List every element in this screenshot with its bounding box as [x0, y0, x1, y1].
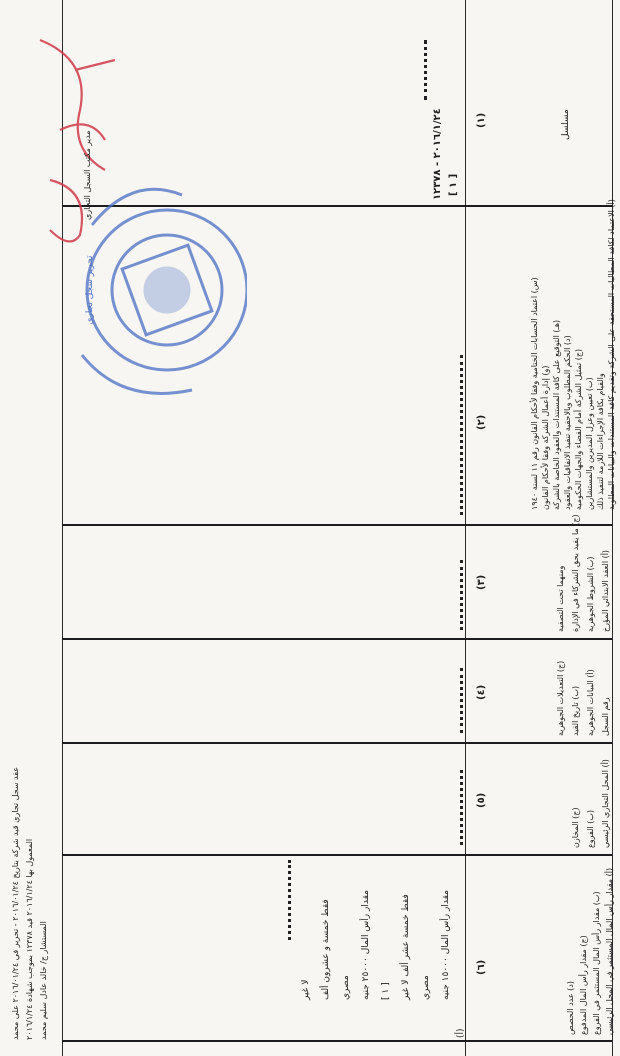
signature-caption: مدير مكتب السجل التجاري — [83, 130, 92, 220]
capital-line-7: مصري — [341, 975, 351, 1000]
col6-line-2: (ب) مقدار رأس المال المستثمر في الفروع — [592, 891, 601, 1035]
footer-line-3: المستشار ج/ خالد عادل سليم محمد — [39, 921, 48, 1040]
capital-line-9: لا غير — [301, 979, 311, 1000]
footer-line-1: عقد سجل تجاري قيد شركة بتاريخ ٢٠١٦/٠١/٢٤ - تحرير في ٢٠١٦/٠١/٢٤ على محمد — [11, 766, 20, 1040]
capital-line-5: [ ١ ] — [381, 982, 391, 1000]
serial-index: [ ١ ] — [448, 173, 459, 196]
col3-line-1: (أ) العقد الابتدائي المؤرخ — [601, 549, 610, 632]
col5-line-1: (أ) المحل التجاري الرئيسي — [601, 759, 610, 848]
serial-date: ٢٠١٦/١/٢٤ - ١٢٣٧٨ — [432, 108, 443, 200]
rule — [465, 0, 466, 1056]
col4-line-4: (ج) التعديلات الجوهرية — [556, 660, 565, 736]
column-number-6: (٦) — [476, 959, 487, 975]
column-divider — [62, 638, 612, 640]
col2-line-6: (هـ) التوقيع على كافة المستندات والعقود الخاصة بالشركة — [552, 319, 561, 510]
col2-line-5: (د) الحكم المطلوب وبالاحقية تنفيذ الاتفاقيات والعقود — [563, 335, 572, 510]
capital-line-4: فقط خمسة عشر ألف لا غير — [401, 894, 411, 1000]
dotted-leader — [424, 40, 429, 100]
footer-line-2: المعمول بها ٢٠١٦/١/٢٤ قيد ١٢٣٧٨ بموجب شهادة ٢٠١٦/١/٢٤ — [25, 838, 34, 1040]
column-number-4: (٤) — [476, 684, 487, 700]
column-number-3: (٣) — [476, 574, 487, 590]
col3-line-3: (ج) ما يفيد بحق الشركاء في الإدارة — [571, 514, 580, 632]
dotted-leader — [288, 860, 293, 940]
column-divider — [62, 742, 612, 744]
capital-line-3: مصري — [421, 975, 431, 1000]
capital-line-6: مقدار رأس المال ٢٥٠٠٠ جنيه — [361, 890, 371, 1000]
col5-line-2: (ب) الفروع — [586, 809, 595, 848]
column-divider — [62, 1040, 612, 1042]
col4-line-1: رقم السجل — [601, 697, 610, 736]
column-label-serial: مسلسل — [561, 109, 571, 140]
column-number-2: (٢) — [476, 414, 487, 430]
col3-line-4: ومنهما تحت التصفية — [556, 565, 565, 632]
column-number-1: (١) — [476, 112, 487, 128]
col4-line-3: (ب) تاريخ القيد — [571, 685, 580, 736]
capital-line-2: مقدار رأس المال ١٥٠٠٠ جنيه — [441, 890, 451, 1000]
col2-line-7: (و) إدارة أعمال الشركة وفقا لأحكام القانون — [541, 365, 550, 510]
column-number-5: (٥) — [476, 792, 487, 808]
stamp-text: تحرير سجل تجاري — [85, 255, 95, 325]
column-divider — [62, 524, 612, 526]
column-divider — [62, 854, 612, 856]
signature — [20, 20, 130, 250]
col6-line-3: (ج) مقدار رأس المال المدفوع — [579, 935, 588, 1035]
col2-line-2: والقيام بكافة الإجراءات اللازمة لتنفيذ ذلك — [596, 373, 605, 510]
dotted-leader — [460, 355, 465, 515]
capital-line-8: فقط خمسة و عشرون ألف — [321, 899, 331, 1000]
dotted-leader — [460, 770, 465, 845]
col4-line-2: (أ) البيانات الجوهرية — [586, 669, 595, 736]
col5-line-3: (ج) المخازن — [571, 807, 580, 848]
dotted-leader — [460, 668, 465, 733]
col2-line-3: (ب) تعيين وعزل المديرين والمستشارين — [585, 377, 594, 510]
col2-line-1: (أ) الاعتماد لكافة المطالبات المستحقة على الشركة وتقديم كافة المستندات والبيانات المطلوبة — [607, 199, 616, 510]
col2-line-4: (ج) تمثيل الشركة أمام القضاء والجهات الحكومية — [574, 348, 583, 510]
col2-line-8: (س) اعتماد الحسابات الختامية وفقا لأحكام القانون رقم ١١ لسنة ١٩٤٠ — [530, 277, 539, 510]
col6-line-1: (أ) مقدار رأس المال المستثمر في المحل الرئيسي — [605, 867, 614, 1035]
col6-line-4: (د) عدد الحصص — [566, 981, 575, 1035]
dotted-leader — [460, 560, 465, 630]
capital-line-1: (أ) — [456, 1028, 466, 1038]
col3-line-2: (ب) الشروط الجوهرية — [586, 556, 595, 632]
